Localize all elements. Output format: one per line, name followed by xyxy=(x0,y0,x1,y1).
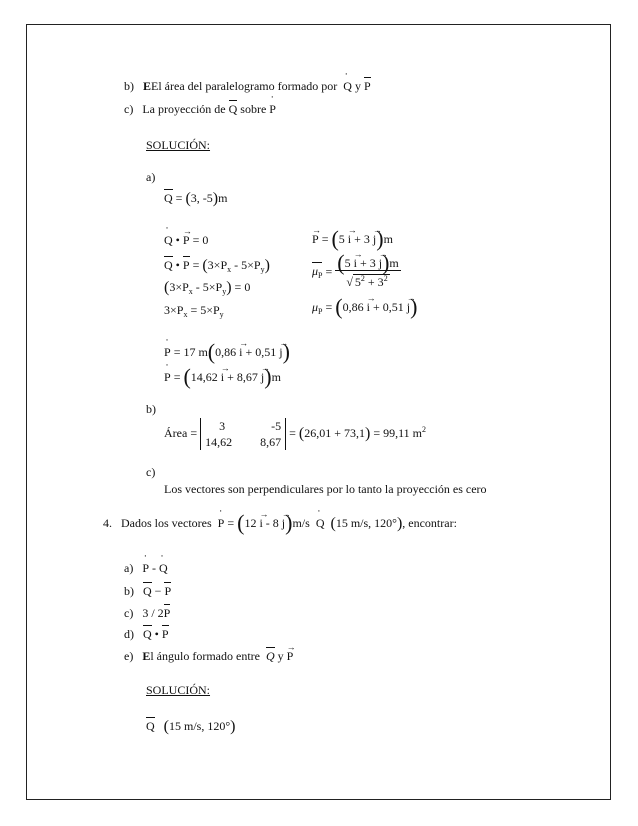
final-q-def: Q (15 m/s, 120°) xyxy=(146,718,236,735)
item-b: b) EEl área del paralelogramo formado por ˙ Q y P xyxy=(124,77,371,93)
eq-left-4: $3\times P_x = 5\times P_y$ xyxy=(164,303,224,319)
part-b-label: b) xyxy=(146,402,156,416)
eq-left-1: ˙ Q • → P = 0 xyxy=(164,233,208,247)
item-c: c) La proyección de Q sobre ˙ P xyxy=(124,100,276,116)
page-border xyxy=(26,24,611,800)
list-item-b: b) Q − P xyxy=(124,584,172,598)
q-equation: Q = (3, -5)m xyxy=(164,190,228,207)
eq-right-2: $\mu_P$ = $\frac{(5 \to i + 3 \to j)m}{√ 5^2 + 3^2}$ xyxy=(312,256,401,289)
area-equation: Área = 3 -5 14,62 8,67 = (26,01 + 73,1) = 99,11 $m^2$ xyxy=(164,419,426,449)
part-c-label: c) xyxy=(146,465,156,479)
determinant: 3 -5 14,62 8,67 xyxy=(200,418,286,450)
part-c-text: Los vectores son perpendiculares por lo tanto la proyección es cero xyxy=(164,482,487,496)
list-item-a: a) ˙ P - ˙ Q xyxy=(124,561,168,575)
problem-4: 4. Dados los vectores ˙ P = (12 → i - 8 → j)m/s ˙ Q (15 m/s, 120°), encontrar: xyxy=(103,516,457,531)
list-item-e: e) El ángulo formado entre Q y → P xyxy=(124,647,293,663)
solucion-heading-2: SOLUCIÓN: xyxy=(146,683,211,697)
list-item-c: c) 3 / 2P xyxy=(124,606,171,620)
part-a-label: a) xyxy=(146,170,156,184)
p-equation-1: ˙ P = 17 m(0,86 → i + 0,51 → j) xyxy=(164,345,290,359)
solucion-heading-1: SOLUCIÓN: xyxy=(146,138,211,152)
eq-right-3: $\mu_P = (0,86 \to i + 0,51 \to j)$ xyxy=(312,300,417,319)
list-item-d: d) Q • P xyxy=(124,627,169,641)
p-equation-2: ˙ P = (14,62 → i + 8,67 → j)m xyxy=(164,370,281,384)
eq-left-2: Q • $P = (3\times P_x - 5\times P_y)$ xyxy=(164,257,270,274)
eq-right-1: → P = (5 → i + 3 → j)m xyxy=(312,232,393,246)
eq-left-3: $(3\times P_x - 5\times P_y) = 0$ xyxy=(164,279,251,296)
